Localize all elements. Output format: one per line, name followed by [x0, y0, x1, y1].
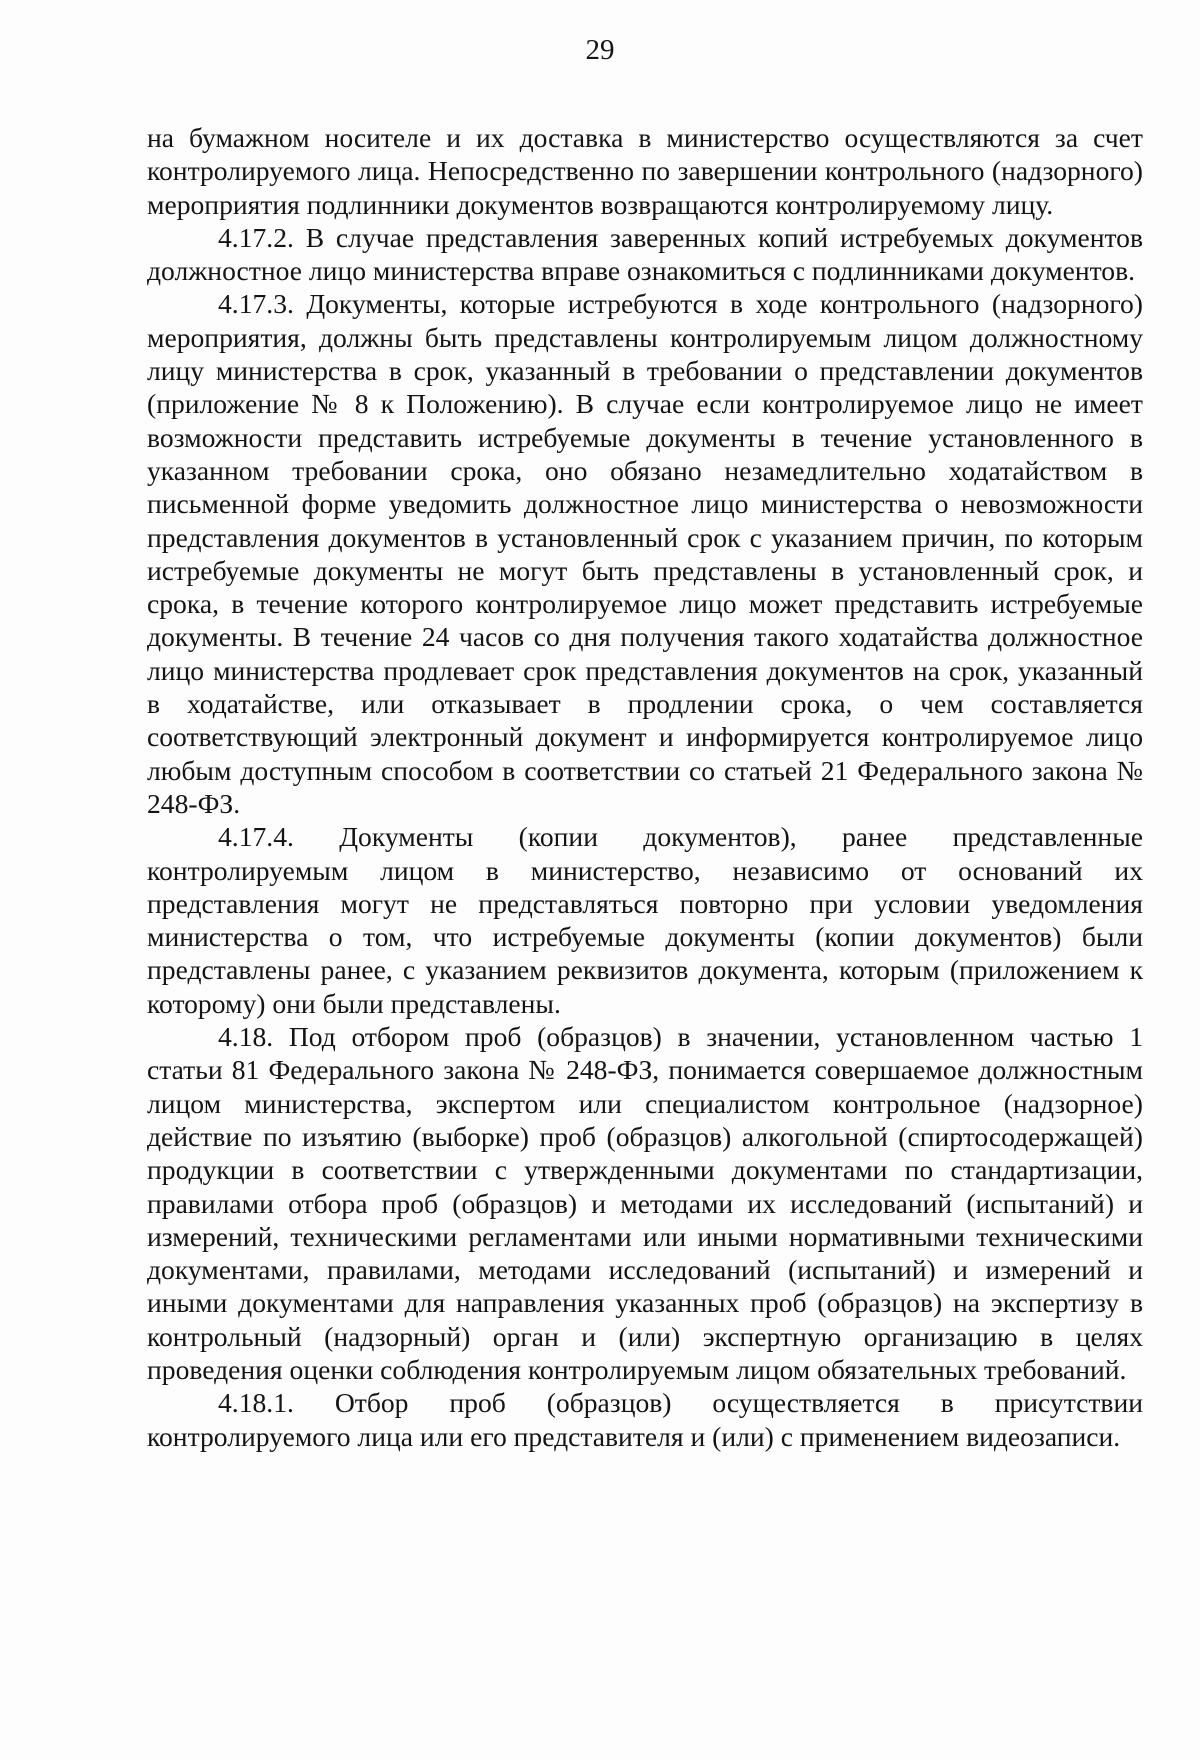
page-number: 29 — [585, 34, 615, 66]
paragraph-4-17-3: 4.17.3. Документы, которые истребуются в ходе контрольного (надзорного) мероприятия, должны быть представлены контролируемым лицом должностному лицу министерства в срок, указанный в требовании о представлении документов (приложение № 8 к Положению). В случае если контролируемое лицо не имеет возможности представить истребуемые документы в течение установленного в указанном требовании срока, оно обязано незамедлительно ходатайством в письменной форме уведомить должностное лицо министерства о невозможности представления документов в установленный срок с указанием причин, по которым истребуемые документы не могут быть представлены в установленный срок, и срока, в течение которого контролируемое лицо может представить истребуемые документы. В течение 24 часов со дня получения такого ходатайства должностное лицо министерства продлевает срок представления документов на срок, указанный в ходатайстве, или отказывает в продлении срока, о чем составляется соответствующий электронный документ и информируется контролируемое лицо любым доступным способом в соответствии со статьей 21 Федерального закона № 248-ФЗ. — [147, 288, 1143, 819]
paragraph-4-17-2: 4.17.2. В случае представления заверенных копий истребуемых документов должностное лицо министерства вправе ознакомиться с подлинниками документов. — [147, 221, 1143, 287]
document-body — [147, 121, 1143, 1453]
paragraph-4-18-1: 4.18.1. Отбор проб (образцов) осуществляется в присутствии контролируемого лица или его представителя и (или) с применением видеозаписи. — [147, 1387, 1143, 1452]
paragraph-continuation: на бумажном носителе и их доставка в министерство осуществляются за счет контролируемого лица. Непосредственно по завершении контрольного (надзорного) мероприятия подлинники документов возвращаются контролируемому лицу. — [147, 122, 1143, 220]
paragraph-4-18: 4.18. Под отбором проб (образцов) в значении, установленном частью 1 статьи 81 Федерального закона № 248-ФЗ, понимается совершаемое должностным лицом министерства, экспертом или специалистом контрольное (надзорное) действие по изъятию (выборке) проб (образцов) алкогольной (спиртосодержащей) продукции в соответствии с утвержденными документами по стандартизации, правилами отбора проб (образцов) и методами их исследований (испытаний) и измерений, техническими регламентами или иными нормативными техническими документами, правилами, методами исследований (испытаний) и измерений и иными документами для направления указанных проб (образцов) на экспертизу в контрольный (надзорный) орган и (или) экспертную организацию в целях проведения оценки соблюдения контролируемым лицом обязательных требований. — [147, 1021, 1143, 1385]
paragraph-4-17-4: 4.17.4. Документы (копии документов), ранее представленные контролируемым лицом в министерство, независимо от оснований их представления могут не представляться повторно при условии уведомления министерства о том, что истребуемые документы (копии документов) были представлены ранее, с указанием реквизитов документа, которым (приложением к которому) они были представлены. — [147, 821, 1143, 1019]
